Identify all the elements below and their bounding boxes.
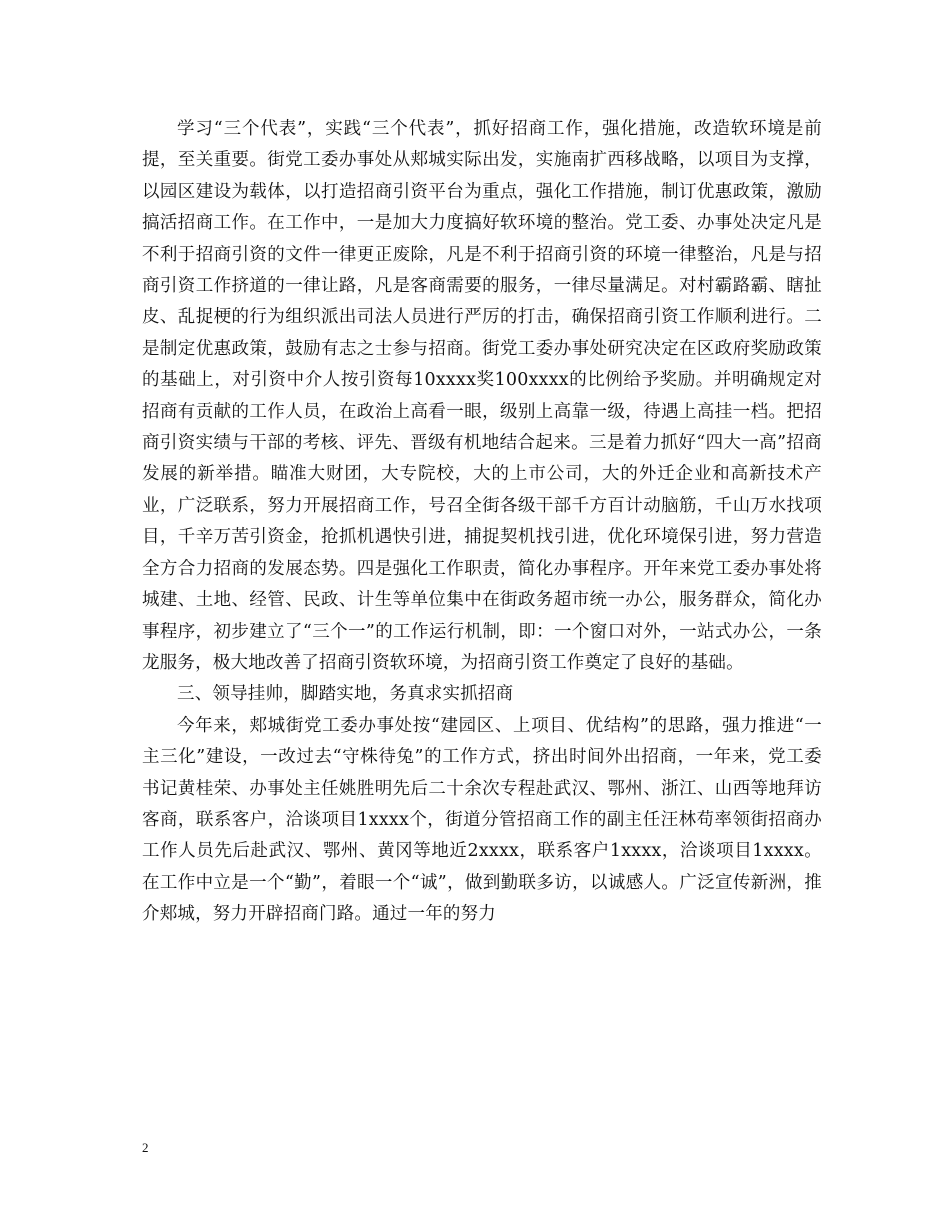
page-number: 2	[142, 1140, 149, 1155]
paragraph-soft-environment: 学习“三个代表”，实践“三个代表”，抓好招商工作，强化措施，改造软环境是前提，至关重要。街党工委办事处从郏城实际出发，实施南扩西移战略，以项目为支撑，以园区建设为载体，以打造招商引资平台为重点，强化工作措施，制订优惠政策，激励搞活招商工作。在工作中，一是加大力度搞好软环境的整治。党工委、办事处决定凡是不利于招商引资的文件一律更正废除，凡是不利于招商引资的环境一律整治，凡是与招商引资工作挤道的一律让路，凡是客商需要的服务，一律尽量满足。对村霸路霸、瞎扯皮、乱捉梗的行为组织派出司法人员进行严厉的打击，确保招商引资工作顺利进行。二是制定优惠政策，鼓励有志之士参与招商。街党工委办事处研究决定在区政府奖励政策的基础上，对引资中介人按引资每10xxxx奖100xxxx的比例给予奖励。并明确规定对招商有贡献的工作人员，在政治上高看一眼，级别上高靠一级，待遇上高挂一档。把招商引资实绩与干部的考核、评先、晋级有机地结合起来。三是着力抓好“四大一高”招商发展的新举措。瞄准大财团，大专院校，大的上市公司，大的外迁企业和高新技术产业，广泛联系，努力开展招商工作，号召全街各级干部千方百计动脑筋，千山万水找项目，千辛万苦引资金，抢抓机遇快引进，捕捉契机找引进，优化环境保引进，努力营造全方合力招商的发展态势。四是强化工作职责，简化办事程序。开年来党工委办事处将城建、土地、经管、民政、计生等单位集中在街政务超市统一办公，服务群众，简化办事程序，初步建立了“三个一”的工作运行机制，即：一个窗口对外，一站式办公，一条龙服务，极大地改善了招商引资软环境，为招商引资工作奠定了良好的基础。	[142, 119, 822, 673]
paragraph-investment-trips: 今年来，郏城街党工委办事处按“建园区、上项目、优结构”的思路，强力推进“一主三化”建设，一改过去“守株待兔”的工作方式，挤出时间外出招商，一年来，党工委书记黄桂荣、办事处主任姚胜明先后二十余次专程赴武汉、鄂州、浙江、山西等地拜访客商，联系客户，洽谈项目1xxxx个，街道分管招商工作的副主任汪林苟率领街招商办工作人员先后赴武汉、鄂州、黄冈等地近2xxxx，联系客户1xxxx，洽谈项目1xxxx。在工作中立是一个“勤”，着眼一个“诚”，做到勤联多访，以诚感人。广泛宣传新洲，推介郏城，努力开辟招商门路。通过一年的努力	[142, 715, 822, 925]
section-heading-three: 三、领导挂帅，脚踏实地，务真求实抓招商	[177, 684, 514, 705]
document-body	[142, 114, 822, 931]
